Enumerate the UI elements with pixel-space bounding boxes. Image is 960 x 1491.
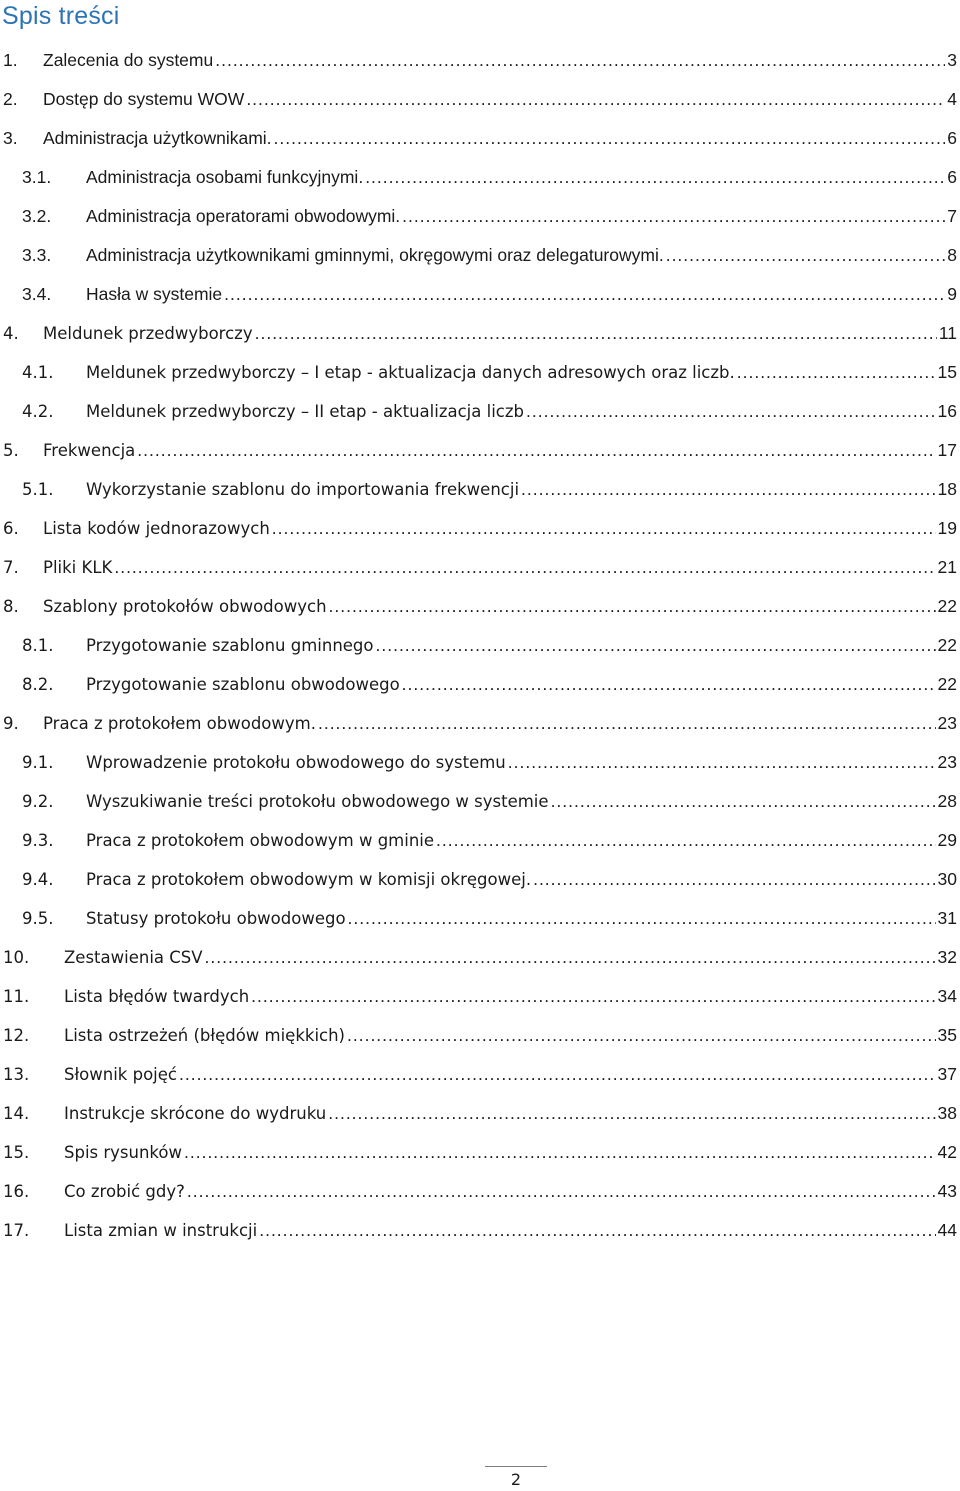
toc-entry[interactable] [0, 1094, 960, 1133]
toc-entry-label: Spis rysunków [64, 1143, 182, 1162]
toc-entry[interactable] [0, 587, 960, 626]
toc-entry[interactable] [0, 353, 960, 392]
toc-entry-number: 4. [3, 324, 19, 343]
toc-entry-label: Hasła w systemie [86, 284, 223, 304]
toc-entry-body [86, 869, 957, 890]
toc-dot-leader [114, 557, 935, 578]
toc-entry-number: 8.2. [22, 675, 54, 694]
toc-entry-number: 9.2. [22, 792, 54, 811]
toc-entry[interactable] [0, 899, 960, 938]
toc-entry-number: 3.4. [22, 284, 52, 304]
toc-entry-number: 3. [3, 128, 18, 148]
toc-entry-page-number: 37 [937, 1064, 957, 1084]
toc-entry-body [86, 830, 957, 851]
toc-entry[interactable] [0, 158, 960, 197]
toc-entry[interactable] [0, 860, 960, 899]
toc-entry-label: Administracja użytkownikami gminnymi, okręgowymi oraz delegaturowymi. [86, 245, 664, 265]
toc-entry-page-number: 38 [937, 1103, 957, 1123]
toc-entry-body [64, 986, 957, 1007]
toc-entry-body [64, 1142, 957, 1163]
toc-entry[interactable] [0, 275, 960, 314]
toc-entry-body [64, 1103, 957, 1124]
toc-entry-number: 14. [3, 1104, 30, 1123]
toc-entry-label: Administracja operatorami obwodowymi. [86, 206, 401, 226]
toc-dot-leader [179, 1064, 936, 1085]
toc-entry[interactable] [0, 1016, 960, 1055]
toc-dot-leader [526, 401, 936, 422]
toc-entry-body [43, 518, 957, 539]
toc-entry-number: 10. [3, 948, 30, 967]
toc-entry-label: Wykorzystanie szablonu do importowania frekwencji [86, 480, 520, 499]
toc-entry-page-number: 3 [947, 50, 957, 70]
toc-entry-body [86, 284, 957, 305]
toc-entry-page-number: 35 [937, 1025, 957, 1045]
toc-title: Spis treści [2, 2, 120, 30]
toc-entry-label: Pliki KLK [43, 558, 113, 577]
toc-dot-leader [328, 1103, 935, 1124]
toc-dot-leader [329, 596, 936, 617]
toc-entry-label: Szablony protokołów obwodowych [43, 597, 327, 616]
toc-entry-page-number: 32 [937, 947, 957, 967]
toc-entry-body [86, 752, 957, 773]
toc-entry-body [86, 206, 957, 227]
toc-entry-label: Meldunek przedwyborczy [43, 324, 253, 343]
toc-entry-number: 4.2. [22, 402, 54, 421]
toc-entry-number: 15. [3, 1143, 30, 1162]
toc-entry-label: Lista błędów twardych [64, 987, 250, 1006]
toc-entry-page-number: 11 [938, 323, 957, 343]
toc-dot-leader [272, 518, 936, 539]
toc-entry-number: 13. [3, 1065, 30, 1084]
toc-entry-body [64, 1025, 957, 1046]
toc-entry-label: Praca z protokołem obwodowym w gminie [86, 831, 435, 850]
toc-entry-label: Statusy protokołu obwodowego [86, 909, 346, 928]
toc-dot-leader [251, 986, 935, 1007]
toc-dot-leader [187, 1181, 936, 1202]
toc-entry-label: Administracja osobami funkcyjnymi. [86, 167, 364, 187]
toc-dot-leader [376, 635, 936, 656]
toc-entry-body [64, 1181, 957, 1202]
toc-entry-page-number: 22 [937, 674, 957, 694]
toc-entry-number: 8. [3, 597, 19, 616]
toc-dot-leader [246, 89, 945, 110]
toc-entry-body [43, 713, 957, 734]
toc-entry-label: Słownik pojęć [64, 1065, 177, 1084]
toc-entry-page-number: 23 [937, 752, 957, 772]
toc-entry-number: 2. [3, 89, 18, 109]
toc-entry-page-number: 15 [937, 362, 957, 382]
toc-entry-label: Wyszukiwanie treści protokołu obwodowego w systemie [86, 792, 549, 811]
toc-dot-leader [533, 869, 935, 890]
toc-entry-body [86, 401, 957, 422]
toc-dot-leader [436, 830, 936, 851]
toc-list [0, 41, 960, 1250]
toc-entry[interactable] [0, 1172, 960, 1211]
toc-entry-number: 1. [3, 50, 18, 70]
toc-entry-label: Meldunek przedwyborczy – I etap - aktualizacja danych adresowych oraz liczb. [86, 363, 735, 382]
toc-entry-label: Lista ostrzeżeń (błędów miękkich) [64, 1026, 345, 1045]
toc-entry-page-number: 44 [937, 1220, 957, 1240]
toc-entry[interactable] [0, 743, 960, 782]
toc-entry-page-number: 28 [937, 791, 957, 811]
toc-entry-body [43, 50, 957, 71]
toc-dot-leader [347, 1025, 936, 1046]
toc-entry-number: 9.4. [22, 870, 54, 889]
toc-entry[interactable] [0, 197, 960, 236]
toc-dot-leader [137, 440, 935, 461]
toc-entry-number: 5. [3, 441, 19, 460]
footer-rule [485, 1466, 547, 1467]
toc-entry-label: Dostęp do systemu WOW [43, 89, 245, 109]
toc-entry[interactable] [0, 431, 960, 470]
toc-entry-label: Przygotowanie szablonu obwodowego [86, 675, 400, 694]
toc-entry-body [43, 323, 957, 344]
toc-entry-label: Przygotowanie szablonu gminnego [86, 636, 374, 655]
toc-entry[interactable] [0, 977, 960, 1016]
toc-dot-leader [215, 50, 945, 71]
toc-entry-page-number: 42 [937, 1142, 957, 1162]
toc-entry-number: 5.1. [22, 480, 54, 499]
toc-dot-leader [365, 167, 945, 188]
toc-dot-leader [402, 674, 936, 695]
toc-dot-leader [224, 284, 945, 305]
toc-entry[interactable] [0, 1133, 960, 1172]
toc-entry[interactable] [0, 626, 960, 665]
toc-entry-number: 3.2. [22, 206, 52, 226]
toc-dot-leader [318, 713, 936, 734]
toc-entry-page-number: 17 [937, 440, 957, 460]
toc-entry-page-number: 22 [937, 635, 957, 655]
toc-entry-page-number: 9 [947, 284, 957, 304]
toc-entry-body [64, 947, 957, 968]
toc-dot-leader [274, 128, 946, 149]
toc-entry[interactable] [0, 236, 960, 275]
toc-entry-page-number: 43 [937, 1181, 957, 1201]
toc-entry[interactable] [0, 392, 960, 431]
toc-entry-page-number: 22 [937, 596, 957, 616]
toc-dot-leader [402, 206, 945, 227]
toc-entry-page-number: 31 [937, 908, 957, 928]
toc-dot-leader [184, 1142, 936, 1163]
toc-entry[interactable] [0, 470, 960, 509]
toc-entry[interactable] [0, 314, 960, 353]
toc-entry-page-number: 4 [947, 89, 957, 109]
toc-entry-page-number: 30 [937, 869, 957, 889]
toc-dot-leader [551, 791, 936, 812]
toc-entry-page-number: 16 [937, 401, 957, 421]
toc-entry-label: Administracja użytkownikami. [43, 128, 272, 148]
toc-entry[interactable] [0, 41, 960, 80]
toc-entry-page-number: 23 [937, 713, 957, 733]
toc-entry-label: Wprowadzenie protokołu obwodowego do systemu [86, 753, 506, 772]
toc-entry-number: 9. [3, 714, 19, 733]
toc-entry-label: Co zrobić gdy? [64, 1182, 185, 1201]
toc-entry-number: 6. [3, 519, 19, 538]
toc-entry[interactable] [0, 119, 960, 158]
toc-entry-body [43, 89, 957, 110]
toc-entry[interactable] [0, 704, 960, 743]
toc-entry-body [86, 635, 957, 656]
toc-entry-number: 17. [3, 1221, 30, 1240]
toc-entry-page-number: 19 [937, 518, 957, 538]
toc-entry-body [86, 791, 957, 812]
toc-entry-label: Lista zmian w instrukcji [64, 1221, 258, 1240]
toc-entry-number: 4.1. [22, 363, 54, 382]
toc-entry[interactable] [0, 665, 960, 704]
toc-entry-page-number: 7 [947, 206, 957, 226]
toc-entry-body [64, 1064, 957, 1085]
toc-entry-body [86, 245, 957, 266]
toc-entry[interactable] [0, 821, 960, 860]
toc-dot-leader [521, 479, 936, 500]
toc-dot-leader [666, 245, 946, 266]
toc-entry[interactable] [0, 1211, 960, 1250]
toc-entry[interactable] [0, 1055, 960, 1094]
footer-page-number: 2 [510, 1470, 522, 1489]
toc-entry-label: Praca z protokołem obwodowym. [43, 714, 316, 733]
toc-entry-number: 8.1. [22, 636, 54, 655]
toc-entry-number: 9.3. [22, 831, 54, 850]
toc-entry-page-number: 21 [937, 557, 957, 577]
toc-entry-label: Praca z protokołem obwodowym w komisji okręgowej. [86, 870, 532, 889]
toc-entry-label: Meldunek przedwyborczy – II etap - aktualizacja liczb [86, 402, 524, 421]
toc-entry-page-number: 6 [947, 167, 957, 187]
toc-entry-page-number: 18 [937, 479, 957, 499]
toc-entry[interactable] [0, 938, 960, 977]
toc-entry-label: Instrukcje skrócone do wydruku [64, 1104, 327, 1123]
toc-entry-body [86, 362, 957, 383]
toc-entry-number: 3.1. [22, 167, 52, 187]
toc-entry[interactable] [0, 548, 960, 587]
toc-entry-number: 12. [3, 1026, 30, 1045]
toc-dot-leader [259, 1220, 935, 1241]
toc-entry-page-number: 34 [937, 986, 957, 1006]
toc-dot-leader [508, 752, 936, 773]
toc-dot-leader [348, 908, 936, 929]
toc-entry-body [43, 128, 957, 149]
toc-entry-label: Zestawienia CSV [64, 948, 203, 967]
toc-entry-body [43, 596, 957, 617]
toc-entry-page-number: 6 [947, 128, 957, 148]
toc-entry-label: Lista kodów jednorazowych [43, 519, 270, 538]
toc-entry-body [64, 1220, 957, 1241]
toc-entry-number: 9.1. [22, 753, 54, 772]
toc-dot-leader [737, 362, 936, 383]
toc-dot-leader [255, 323, 937, 344]
toc-entry-body [43, 557, 957, 578]
toc-entry-number: 9.5. [22, 909, 54, 928]
toc-entry[interactable] [0, 509, 960, 548]
toc-entry[interactable] [0, 782, 960, 821]
toc-entry-label: Frekwencja [43, 441, 136, 460]
toc-entry-page-number: 29 [937, 830, 957, 850]
toc-entry-body [86, 167, 957, 188]
toc-entry-number: 11. [3, 987, 30, 1006]
toc-entry-number: 3.3. [22, 245, 52, 265]
toc-entry-page-number: 8 [947, 245, 957, 265]
toc-entry-label: Zalecenia do systemu [43, 50, 214, 70]
toc-entry-number: 7. [3, 558, 19, 577]
toc-dot-leader [205, 947, 936, 968]
toc-entry[interactable] [0, 80, 960, 119]
toc-entry-number: 16. [3, 1182, 30, 1201]
toc-entry-body [43, 440, 957, 461]
toc-entry-body [86, 908, 957, 929]
toc-entry-body [86, 674, 957, 695]
toc-entry-body [86, 479, 957, 500]
